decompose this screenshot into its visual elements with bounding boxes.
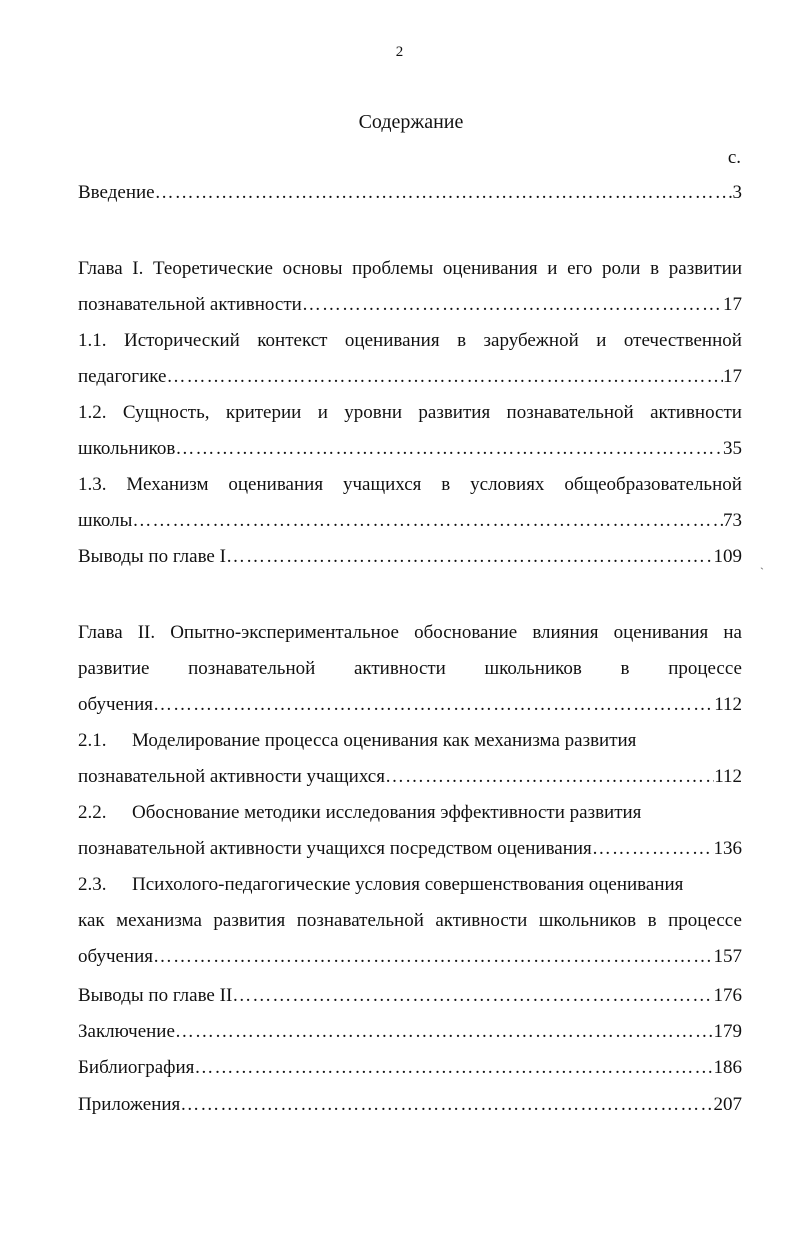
word: проблемы (352, 258, 434, 279)
toc-section-1-3-heading[interactable] (78, 474, 742, 496)
stray-mark: ˏ (760, 556, 764, 570)
word: Сущность, (122, 402, 210, 423)
word: зарубежной (483, 330, 579, 351)
toc-conclusions-chapter-1[interactable] (78, 546, 742, 568)
word: познавательной (506, 402, 634, 423)
word: механизма (116, 910, 202, 931)
toc-entry-page: 179 (713, 1021, 742, 1042)
word: 1.3. (78, 474, 107, 495)
toc-chapter-2-heading[interactable] (78, 622, 742, 644)
toc-entry-title: Библиография (78, 1057, 195, 1078)
toc-chapter-1-heading[interactable] (78, 258, 742, 280)
word: Теоретические (153, 258, 273, 279)
word: активности (650, 402, 742, 423)
toc-section-1-2-heading[interactable] (78, 402, 742, 424)
toc-entry-title: обучения (78, 694, 154, 715)
word: оценивания (442, 258, 538, 279)
toc-entry-page: 35 (723, 438, 742, 459)
word: Опытно-экспериментальное (170, 622, 399, 643)
word: процессе (668, 910, 742, 931)
toc-entry-page: 136 (713, 838, 742, 859)
word: 1.2. (78, 402, 107, 423)
word: оценивания (344, 330, 440, 351)
word: Глава (78, 622, 123, 643)
word: в (650, 258, 660, 279)
toc-conclusions-chapter-2[interactable] (78, 985, 742, 1007)
toc-section-1-3[interactable] (78, 510, 742, 532)
toc-entry-title: Заключение (78, 1021, 175, 1042)
toc-entry-page: 17 (723, 366, 742, 387)
toc-chapter-1[interactable] (78, 294, 742, 316)
word: на (723, 622, 742, 643)
word: в (647, 910, 657, 931)
toc-section-2-3-heading-cont[interactable] (78, 910, 742, 932)
word: оценивания (228, 474, 324, 495)
toc-entry-title: Введение (78, 182, 155, 203)
toc-entry-title: школьников (78, 438, 176, 459)
word: и (596, 330, 607, 351)
word: развития (213, 910, 286, 931)
word: как (78, 910, 105, 931)
toc-entry-title: Выводы по главе I (78, 546, 226, 567)
toc-entry-title: Приложения (78, 1094, 181, 1115)
toc-entry-bibliography[interactable] (78, 1057, 742, 1079)
toc-entry-title: педагогике (78, 366, 167, 387)
toc-section-1-1-heading[interactable] (78, 330, 742, 352)
word: активности (435, 910, 528, 931)
section-title: Обоснование методики исследования эффективности развития (132, 802, 642, 823)
word: критерии (225, 402, 302, 423)
toc-section-1-1[interactable] (78, 366, 742, 388)
word: и (317, 402, 328, 423)
page-number: 2 (395, 44, 404, 60)
toc-entry-title: познавательной активности (78, 294, 302, 315)
word: I. (132, 258, 144, 279)
toc-entry-appendices[interactable] (78, 1094, 742, 1116)
word: отечественной (623, 330, 742, 351)
section-number: 2.1. (78, 730, 107, 751)
toc-entry-conclusion[interactable] (78, 1021, 742, 1043)
word: в (620, 658, 630, 679)
toc-entry-title: Выводы по главе II (78, 985, 233, 1006)
section-number: 2.2. (78, 802, 107, 823)
toc-entry-page: 109 (713, 546, 742, 567)
word: роли (602, 258, 641, 279)
word: II. (137, 622, 156, 643)
toc-entry-page: 157 (713, 946, 742, 967)
toc-entry-page: 3 (732, 182, 742, 203)
toc-entry-title: обучения (78, 946, 154, 967)
section-title: Моделирование процесса оценивания как механизма развития (132, 730, 637, 751)
word: его (567, 258, 593, 279)
toc-entry-page: 17 (723, 294, 742, 315)
word: в (441, 474, 451, 495)
word: развития (418, 402, 491, 423)
section-title: Психолого-педагогические условия совершенствования оценивания (132, 874, 684, 895)
word: общеобразовательной (564, 474, 742, 495)
word: школьников (484, 658, 582, 679)
word: обоснование (414, 622, 518, 643)
word: и (547, 258, 558, 279)
toc-entry-title: школы (78, 510, 133, 531)
word: оценивания (613, 622, 709, 643)
word: развитии (668, 258, 742, 279)
word: развитие (78, 658, 150, 679)
toc-section-2-3[interactable] (78, 946, 742, 968)
toc-section-2-1-heading[interactable] (78, 730, 742, 752)
toc-section-2-2[interactable] (78, 838, 742, 860)
toc-entry-page: 186 (713, 1057, 742, 1078)
word: школьников (538, 910, 637, 931)
toc-entry-title: познавательной активности учащихся посредством оценивания (78, 838, 592, 859)
toc-entry-title: познавательной активности учащихся (78, 766, 385, 787)
word: контекст (257, 330, 328, 351)
page-column-label: с. (727, 147, 741, 168)
word: в (457, 330, 467, 351)
toc-entry-intro[interactable] (78, 182, 742, 204)
toc-section-2-2-heading[interactable] (78, 802, 742, 824)
word: влияния (532, 622, 599, 643)
word: основы (282, 258, 343, 279)
page-title: Содержание (358, 111, 464, 133)
toc-section-1-2[interactable] (78, 438, 742, 460)
toc-section-2-1[interactable] (78, 766, 742, 788)
toc-chapter-2[interactable] (78, 694, 742, 716)
word: уровни (344, 402, 403, 423)
word: Глава (78, 258, 123, 279)
section-number: 2.3. (78, 874, 107, 895)
toc-chapter-2-heading-cont[interactable] (78, 658, 742, 680)
word: Механизм (126, 474, 209, 495)
word: условиях (470, 474, 545, 495)
word: Исторический (123, 330, 240, 351)
word: 1.1. (78, 330, 107, 351)
word: познавательной (296, 910, 424, 931)
word: учащихся (342, 474, 422, 495)
toc-entry-page: 112 (714, 694, 742, 715)
word: активности (353, 658, 446, 679)
toc-entry-page: 207 (713, 1094, 742, 1115)
word: процессе (668, 658, 742, 679)
toc-section-2-3-heading[interactable] (78, 874, 742, 896)
toc-entry-page: 73 (723, 510, 742, 531)
toc-entry-page: 176 (713, 985, 742, 1006)
word: познавательной (188, 658, 316, 679)
toc-entry-page: 112 (714, 766, 742, 787)
